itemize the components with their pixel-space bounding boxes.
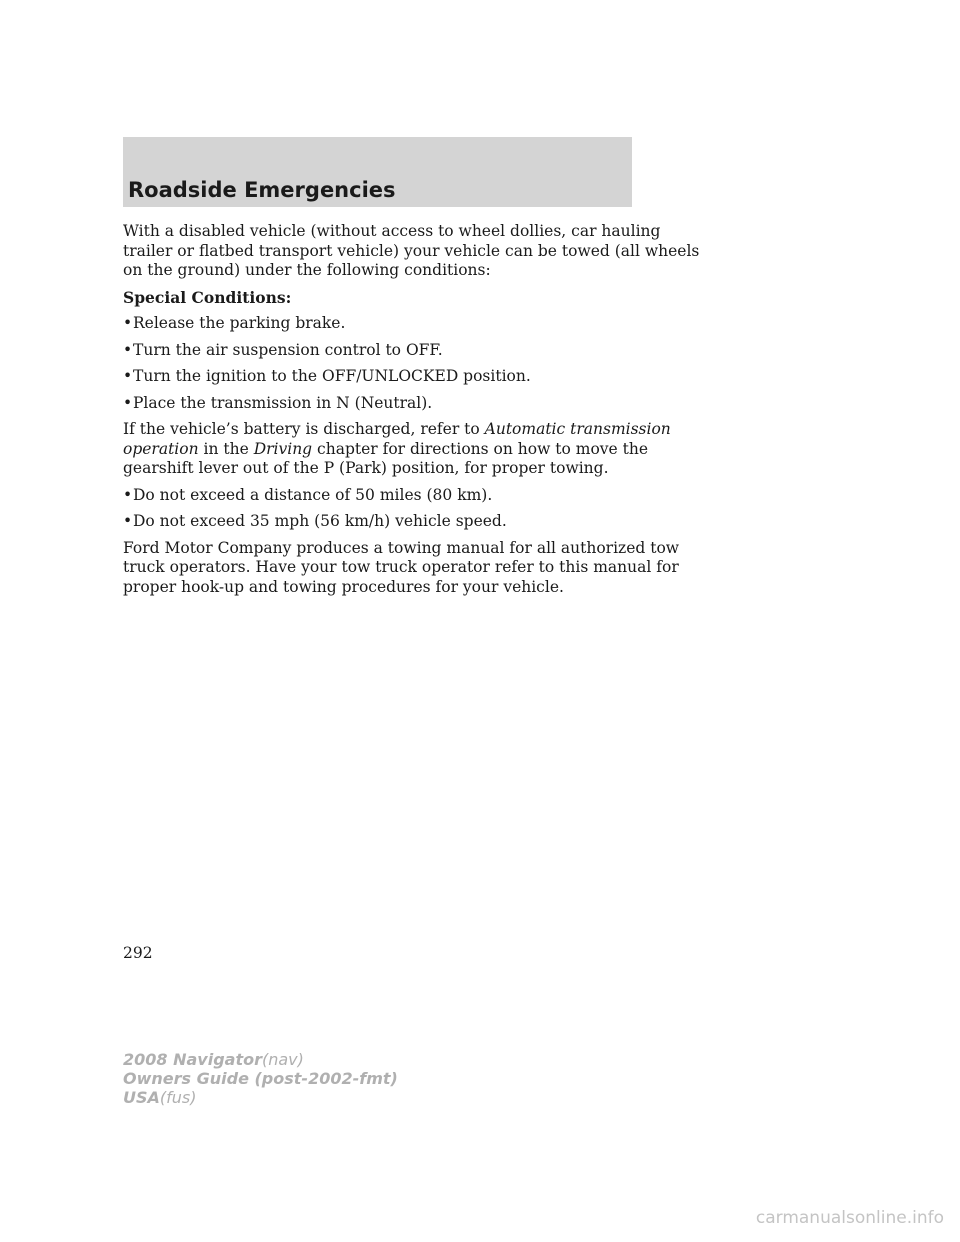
bullet-icon: • [123, 485, 133, 504]
bullet-icon: • [123, 367, 133, 385]
intro-line: trailer or flatbed transport vehicle) your vehicle can be towed (all wheels [123, 241, 700, 260]
towing-limits-list [123, 486, 643, 532]
battery-paragraph: If the vehicle’s battery is discharged, refer to Automatic transmission operation in the Driving chapter for directions on how to move the gearshift lever out of the P (Park) position, for proper towing. [123, 420, 671, 477]
bullet-icon: • [123, 393, 133, 412]
list-item: •Turn the air suspension control to OFF. [123, 340, 443, 359]
closing-paragraph: Ford Motor Company produces a towing manual for all authorized tow truck operators. Have your tow truck operator refer to this manual for proper hook-up and towing procedures for your vehicle. [123, 538, 680, 596]
document-footer: 2008 Navigator(nav) Owners Guide (post-2002-fmt) USA(fus) [123, 1050, 398, 1107]
list-item: •Place the transmission in N (Neutral). [123, 393, 433, 412]
cross-reference: operation [123, 439, 199, 458]
intro-line: With a disabled vehicle (without access to wheel dollies, car hauling [123, 222, 661, 240]
bullet-icon: • [123, 314, 133, 332]
special-conditions-list [123, 314, 643, 413]
chapter-reference: Driving [253, 439, 313, 458]
page-number: 292 [123, 944, 153, 962]
cross-reference: Automatic transmission [484, 420, 671, 438]
watermark: carmanualsonline.info [755, 1208, 944, 1228]
intro-line: on the ground) under the following conditions: [123, 261, 491, 279]
special-conditions-heading: Special Conditions: [123, 287, 292, 307]
list-item: •Turn the ignition to the OFF/UNLOCKED position. [123, 367, 531, 385]
intro-paragraph [123, 222, 700, 281]
list-item: •Do not exceed 35 mph (56 km/h) vehicle speed. [123, 512, 507, 530]
bullet-icon: • [123, 340, 133, 359]
section-title: Roadside Emergencies [128, 178, 396, 202]
page-content [123, 222, 700, 604]
bullet-icon: • [123, 512, 133, 530]
list-item: •Do not exceed a distance of 50 miles (80 km). [123, 485, 493, 504]
list-item: •Release the parking brake. [123, 314, 346, 332]
